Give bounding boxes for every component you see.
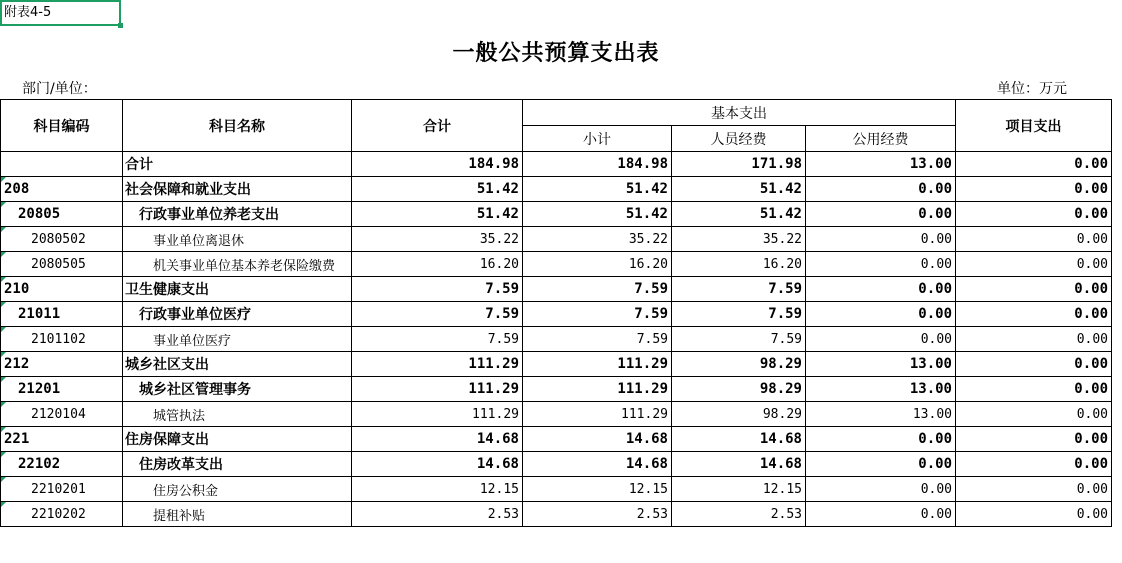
table-row[interactable] [1, 277, 1112, 302]
cell-code[interactable]: 212 [1, 352, 123, 377]
header-subtotal[interactable]: 小计 [523, 126, 672, 152]
cell-personnel[interactable]: 98.29 [672, 402, 806, 427]
fill-handle[interactable] [118, 23, 123, 28]
cell-name[interactable]: 住房改革支出 [123, 452, 352, 477]
cell-subtotal[interactable]: 111.29 [523, 402, 672, 427]
cell-total[interactable]: 2.53 [352, 502, 523, 527]
cell-subtotal[interactable]: 7.59 [523, 277, 672, 302]
table-row[interactable] [1, 352, 1112, 377]
cell-public[interactable]: 0.00 [806, 477, 956, 502]
unit-label: 单位：万元 [997, 81, 1067, 97]
cell-project[interactable]: 0.00 [956, 377, 1112, 402]
cell-personnel[interactable]: 7.59 [672, 327, 806, 352]
cell-subtotal[interactable]: 14.68 [523, 452, 672, 477]
cell-total[interactable]: 111.29 [352, 377, 523, 402]
cell-personnel[interactable]: 98.29 [672, 352, 806, 377]
cell-total[interactable]: 7.59 [352, 277, 523, 302]
cell-code[interactable]: 2080505 [1, 252, 123, 277]
cell-subtotal[interactable]: 111.29 [523, 377, 672, 402]
cell-personnel[interactable]: 7.59 [672, 302, 806, 327]
cell-personnel[interactable]: 51.42 [672, 177, 806, 202]
cell-total[interactable]: 35.22 [352, 227, 523, 252]
cell-total[interactable]: 14.68 [352, 427, 523, 452]
cell-code[interactable]: 221 [1, 427, 123, 452]
cell-public[interactable]: 13.00 [806, 152, 956, 177]
table-row[interactable] [1, 327, 1112, 352]
table-row[interactable] [1, 227, 1112, 252]
cell-subtotal[interactable]: 51.42 [523, 202, 672, 227]
cell-project[interactable]: 0.00 [956, 302, 1112, 327]
cell-total[interactable]: 14.68 [352, 452, 523, 477]
cell-code[interactable]: 2101102 [1, 327, 123, 352]
cell-public[interactable]: 13.00 [806, 352, 956, 377]
cell-total[interactable]: 12.15 [352, 477, 523, 502]
cell-public[interactable]: 0.00 [806, 327, 956, 352]
cell-total[interactable]: 51.42 [352, 177, 523, 202]
cell-code[interactable]: 21011 [1, 302, 123, 327]
header-name[interactable]: 科目名称 [123, 100, 352, 152]
cell-code[interactable]: 208 [1, 177, 123, 202]
header-project[interactable]: 项目支出 [956, 100, 1112, 152]
table-row[interactable] [1, 177, 1112, 202]
cell-public[interactable]: 0.00 [806, 202, 956, 227]
cell-name[interactable]: 城管执法 [123, 402, 352, 427]
cell-public[interactable]: 0.00 [806, 252, 956, 277]
cell-code[interactable]: 2210202 [1, 502, 123, 527]
table-row[interactable] [1, 427, 1112, 452]
table-row[interactable] [1, 402, 1112, 427]
cell-name[interactable]: 城乡社区支出 [123, 352, 352, 377]
cell-public[interactable]: 13.00 [806, 377, 956, 402]
cell-code[interactable]: 22102 [1, 452, 123, 477]
cell-project[interactable]: 0.00 [956, 502, 1112, 527]
cell-total[interactable]: 51.42 [352, 202, 523, 227]
cell-personnel[interactable]: 16.20 [672, 252, 806, 277]
cell-total[interactable]: 184.98 [352, 152, 523, 177]
cell-personnel[interactable]: 14.68 [672, 452, 806, 477]
cell-personnel[interactable]: 7.59 [672, 277, 806, 302]
header-public[interactable]: 公用经费 [806, 126, 956, 152]
cell-subtotal[interactable]: 111.29 [523, 352, 672, 377]
cell-subtotal[interactable]: 35.22 [523, 227, 672, 252]
cell-name[interactable]: 行政事业单位养老支出 [123, 202, 352, 227]
cell-code[interactable]: 21201 [1, 377, 123, 402]
cell-project[interactable]: 0.00 [956, 327, 1112, 352]
cell-public[interactable]: 13.00 [806, 402, 956, 427]
cell-subtotal[interactable]: 16.20 [523, 252, 672, 277]
table-row[interactable] [1, 302, 1112, 327]
cell-subtotal[interactable]: 14.68 [523, 427, 672, 452]
header-basic[interactable]: 基本支出 [523, 100, 956, 126]
cell-project[interactable]: 0.00 [956, 452, 1112, 477]
header-personnel[interactable]: 人员经费 [672, 126, 806, 152]
cell-label: 附表4-5 [4, 5, 52, 20]
cell-name[interactable]: 卫生健康支出 [123, 277, 352, 302]
table-row[interactable] [1, 452, 1112, 477]
cell-name[interactable]: 住房公积金 [123, 477, 352, 502]
table-row[interactable] [1, 477, 1112, 502]
selected-cell[interactable] [0, 0, 121, 26]
table-row[interactable] [1, 377, 1112, 402]
cell-personnel[interactable]: 35.22 [672, 227, 806, 252]
cell-public[interactable]: 0.00 [806, 227, 956, 252]
header-code[interactable]: 科目编码 [1, 100, 123, 152]
cell-code[interactable]: 2080502 [1, 227, 123, 252]
cell-name[interactable]: 事业单位医疗 [123, 327, 352, 352]
cell-project[interactable]: 0.00 [956, 277, 1112, 302]
cell-public[interactable]: 0.00 [806, 177, 956, 202]
cell-total[interactable]: 111.29 [352, 352, 523, 377]
cell-project[interactable]: 0.00 [956, 427, 1112, 452]
cell-project[interactable]: 0.00 [956, 227, 1112, 252]
cell-subtotal[interactable]: 184.98 [523, 152, 672, 177]
cell-subtotal[interactable]: 7.59 [523, 327, 672, 352]
cell-code[interactable]: 20805 [1, 202, 123, 227]
cell-project[interactable]: 0.00 [956, 152, 1112, 177]
cell-personnel[interactable]: 51.42 [672, 202, 806, 227]
cell-code[interactable]: 2120104 [1, 402, 123, 427]
table-row[interactable] [1, 252, 1112, 277]
cell-subtotal[interactable]: 7.59 [523, 302, 672, 327]
budget-table [0, 99, 1112, 527]
cell-name[interactable]: 合计 [123, 152, 352, 177]
cell-subtotal[interactable]: 12.15 [523, 477, 672, 502]
cell-code[interactable] [1, 152, 123, 177]
table-row[interactable] [1, 202, 1112, 227]
cell-personnel[interactable]: 98.29 [672, 377, 806, 402]
cell-name[interactable]: 提租补贴 [123, 502, 352, 527]
cell-code[interactable]: 210 [1, 277, 123, 302]
cell-public[interactable]: 0.00 [806, 427, 956, 452]
cell-project[interactable]: 0.00 [956, 202, 1112, 227]
dept-label: 部门/单位： [22, 81, 97, 97]
cell-name[interactable]: 事业单位离退休 [123, 227, 352, 252]
cell-name[interactable]: 社会保障和就业支出 [123, 177, 352, 202]
cell-code[interactable]: 2210201 [1, 477, 123, 502]
cell-total[interactable]: 7.59 [352, 327, 523, 352]
table-row[interactable] [1, 502, 1112, 527]
cell-total[interactable]: 111.29 [352, 402, 523, 427]
cell-project[interactable]: 0.00 [956, 477, 1112, 502]
cell-total[interactable]: 7.59 [352, 302, 523, 327]
cell-subtotal[interactable]: 2.53 [523, 502, 672, 527]
cell-public[interactable]: 0.00 [806, 502, 956, 527]
cell-project[interactable]: 0.00 [956, 352, 1112, 377]
table-row[interactable] [1, 152, 1112, 177]
cell-name[interactable]: 行政事业单位医疗 [123, 302, 352, 327]
cell-public[interactable]: 0.00 [806, 302, 956, 327]
cell-subtotal[interactable]: 51.42 [523, 177, 672, 202]
cell-total[interactable]: 16.20 [352, 252, 523, 277]
cell-project[interactable]: 0.00 [956, 402, 1112, 427]
cell-public[interactable]: 0.00 [806, 452, 956, 477]
cell-personnel[interactable]: 12.15 [672, 477, 806, 502]
cell-name[interactable]: 住房保障支出 [123, 427, 352, 452]
cell-name[interactable]: 城乡社区管理事务 [123, 377, 352, 402]
cell-personnel[interactable]: 2.53 [672, 502, 806, 527]
header-total[interactable]: 合计 [352, 100, 523, 152]
cell-personnel[interactable]: 14.68 [672, 427, 806, 452]
page-title: 一般公共预算支出表 [452, 40, 660, 66]
cell-project[interactable]: 0.00 [956, 177, 1112, 202]
cell-project[interactable]: 0.00 [956, 252, 1112, 277]
cell-personnel[interactable]: 171.98 [672, 152, 806, 177]
cell-public[interactable]: 0.00 [806, 277, 956, 302]
cell-name[interactable]: 机关事业单位基本养老保险缴费 [123, 252, 352, 277]
